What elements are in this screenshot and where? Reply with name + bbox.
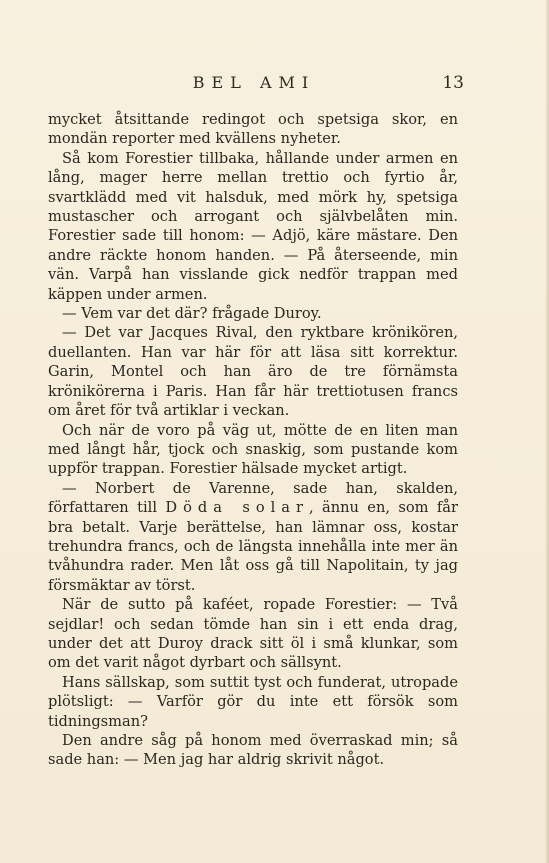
page-number: 13 — [442, 73, 464, 93]
paragraph-8: Hans sällskap, som suttit tyst och funderat, utropade plötsligt: — Varför gör du inte ett försök som tidningsman? — [48, 673, 458, 730]
book-title-spaced: Döda solar — [165, 499, 309, 517]
paragraph-3: — Vem var det där? frågade Duroy. — [62, 305, 322, 323]
paragraph-6-after: , ännu en, som får bra betalt. Varje berättelse, han lämnar oss, kostar trehundra francs, och de längsta innehålla inte mer än tvåhundra rader. Men låt oss gå till Napolitain, ty jag försmäktar av törst. — [48, 499, 458, 594]
paragraph-4: — Det var Jacques Rival, den ryktbare krönikören, duellanten. Han var här för att läsa sitt korrektur. Garin, Montel och han äro de tre förnämsta krönikörerna i Paris. Han får här trettiotusen francs om året för två artiklar i veckan. — [48, 324, 458, 420]
paragraph-6-before: — Norbert de Varenne, sade han, skalden, författaren till — [48, 479, 458, 517]
paragraph-7: När de sutto på kaféet, ropade Forestier: — Två sejdlar! och sedan tömde han sin i ett enda drag, under det att Duroy drack sitt öl i små klunkar, som om det varit något dyrbart och sällsynt. — [48, 596, 458, 672]
paragraph-2: Så kom Forestier tillbaka, hållande under armen en lång, mager herre mellan trettio och fyrtio år, svartklädd med vit halsduk, med mörk hy, spetsiga mustascher och arrogant och självbelåten min. Forestier sade till honom: — Adjö, käre mästare. Den andre räckte honom handen. — På återseende, min vän. Varpå han visslande gick nedför trappan med käppen under armen. — [48, 149, 458, 303]
body-text — [48, 110, 458, 770]
running-title: BEL AMI — [192, 73, 316, 92]
paragraph-1: mycket åtsittande redingot och spetsiga skor, en mondän reporter med kvällens nyheter. — [48, 111, 458, 148]
paragraph-6 — [48, 479, 458, 595]
page-edge-shadow — [545, 0, 549, 863]
paragraph-9: Den andre såg på honom med överraskad min; så sade han: — Men jag har aldrig skrivit något. — [48, 732, 458, 769]
page-header — [50, 73, 464, 97]
paragraph-5: Och när de voro på väg ut, mötte de en liten man med långt hår, tjock och snaskig, som pustande kom uppför trappan. Forestier hälsade mycket artigt. — [48, 421, 458, 478]
